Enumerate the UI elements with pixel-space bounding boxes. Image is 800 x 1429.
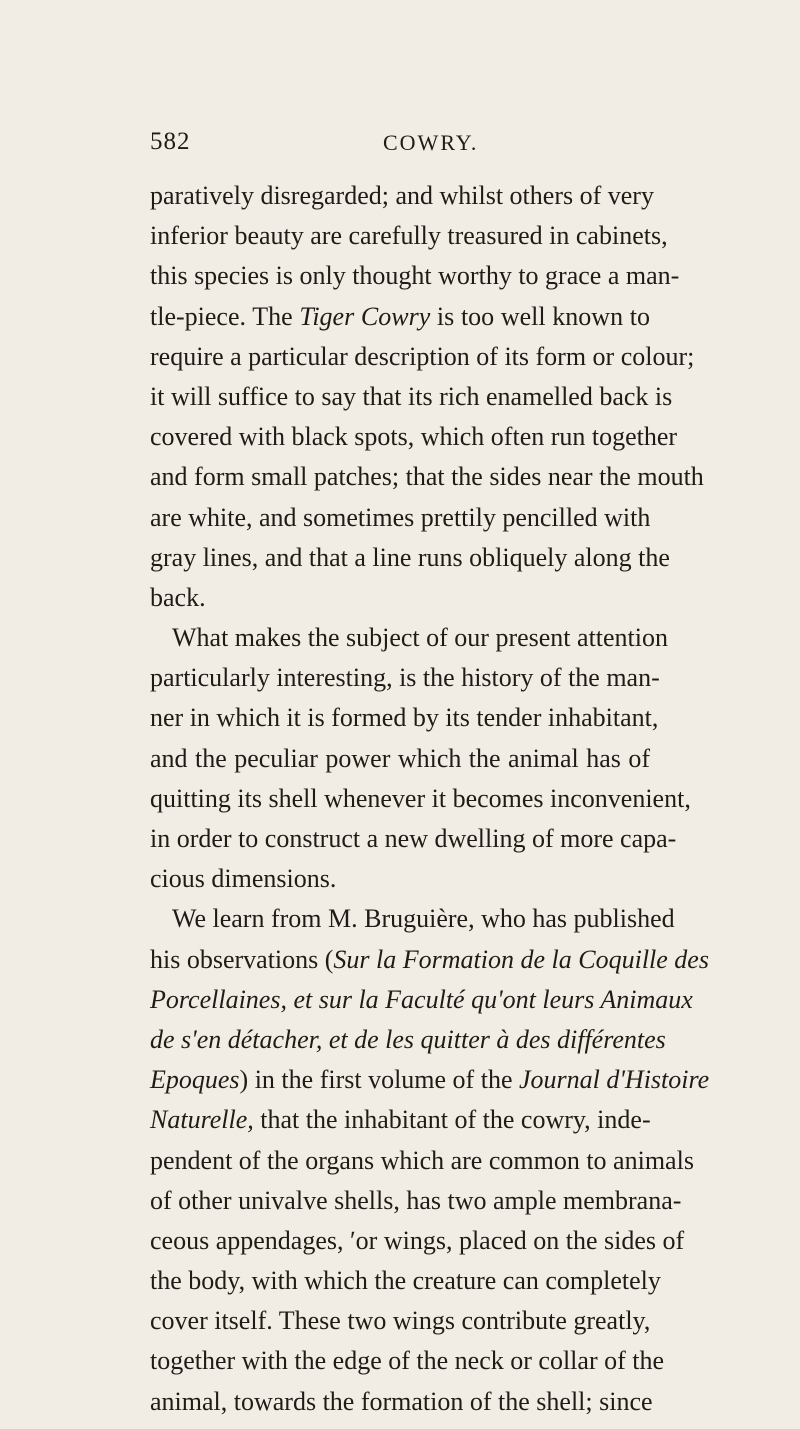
text-line	[150, 216, 668, 256]
text-run: tle-piece. The	[150, 301, 300, 331]
italic-run: de s'en détacher, et de les quitter à des différentes	[150, 1024, 666, 1054]
text-line	[150, 578, 650, 618]
text-line	[150, 297, 650, 337]
text-line	[150, 538, 670, 578]
text-run: ner in which it is formed by its tender inhabitant,	[150, 703, 659, 733]
text-line	[150, 779, 691, 819]
text-run: particularly interesting, is the history of the man-	[150, 663, 660, 693]
text-line	[150, 658, 660, 698]
text-run: What makes the subject of our present attention	[172, 623, 669, 653]
text-line	[150, 176, 654, 216]
text-run: cious dimensions.	[150, 864, 337, 894]
text-run: of other univalve shells, has two ample membrana-	[150, 1185, 682, 1215]
italic-run: Journal d'Histoire	[518, 1065, 710, 1095]
text-line	[150, 940, 709, 980]
page-number: 582	[150, 128, 191, 155]
italic-run: Tiger Cowry	[299, 301, 431, 331]
text-run: together with the edge of the neck or collar of the	[150, 1346, 665, 1376]
page-header	[150, 128, 650, 168]
text-run: is too well known to	[430, 301, 650, 331]
text-line	[150, 1060, 710, 1100]
text-line	[150, 417, 678, 457]
text-run: it will suffice to say that its rich enamelled back is	[150, 381, 673, 411]
text-line	[150, 618, 669, 658]
text-line	[150, 1181, 682, 1221]
text-run: cover itself. These two wings contribute greatly,	[150, 1306, 651, 1336]
italic-run: Naturelle,	[150, 1105, 254, 1135]
text-run: and form small patches; that the sides near the mouth	[150, 462, 704, 492]
text-run: back.	[150, 582, 206, 612]
text-line	[150, 739, 650, 779]
text-run: paratively disregarded; and whilst others of very	[150, 181, 654, 210]
italic-run: Epoques	[150, 1065, 240, 1095]
text-line	[150, 1141, 694, 1181]
text-line	[150, 457, 704, 497]
text-run: pendent of the organs which are common to animals	[150, 1145, 694, 1175]
text-run: require a particular description of its form or colour;	[150, 341, 695, 371]
text-run: We learn from M. Bruguière, who has published	[172, 904, 675, 934]
text-line	[150, 337, 695, 377]
text-run: and the peculiar power which the animal has of	[150, 743, 650, 773]
text-line	[150, 980, 693, 1020]
text-run: covered with black spots, which often run together	[150, 422, 678, 452]
text-run: ceous appendages, ʹor wings, placed on the sides of	[150, 1225, 685, 1255]
running-head: COWRY.	[383, 130, 479, 155]
text-line	[150, 859, 650, 899]
text-line	[150, 698, 659, 738]
text-line	[150, 1382, 653, 1422]
text-line	[150, 1100, 650, 1140]
text-line	[150, 819, 677, 859]
text-line	[150, 1020, 666, 1060]
text-run: that the inhabitant of the cowry, inde-	[253, 1105, 651, 1135]
text-run: this species is only thought worthy to grace a man-	[150, 261, 680, 291]
text-run: in order to construct a new dwelling of more capa-	[150, 824, 677, 853]
body-text	[150, 176, 710, 1422]
text-run: are white, and sometimes prettily pencilled with	[150, 502, 651, 532]
italic-run: Porcellaines, et sur la Faculté qu'ont leurs Animaux	[150, 984, 693, 1014]
text-line	[150, 1221, 685, 1261]
text-line	[150, 899, 675, 939]
text-run: quitting its shell whenever it becomes inconvenient,	[150, 783, 691, 813]
text-run: ) in the first volume of the	[239, 1065, 519, 1095]
text-run: gray lines, and that a line runs obliquely along the	[150, 542, 670, 572]
text-line	[150, 377, 673, 417]
text-line	[150, 1301, 650, 1341]
text-run: inferior beauty are carefully treasured in cabinets,	[150, 221, 668, 251]
text-line	[150, 256, 680, 296]
italic-run: Sur la Formation de la Coquille des	[333, 944, 709, 974]
text-run: animal, towards the formation of the shell; since	[150, 1386, 653, 1416]
text-run: the body, with which the creature can completely	[150, 1266, 661, 1296]
text-line	[150, 1261, 661, 1301]
text-run: his observations (	[150, 944, 334, 974]
text-line	[150, 1341, 665, 1381]
text-line	[150, 498, 650, 538]
